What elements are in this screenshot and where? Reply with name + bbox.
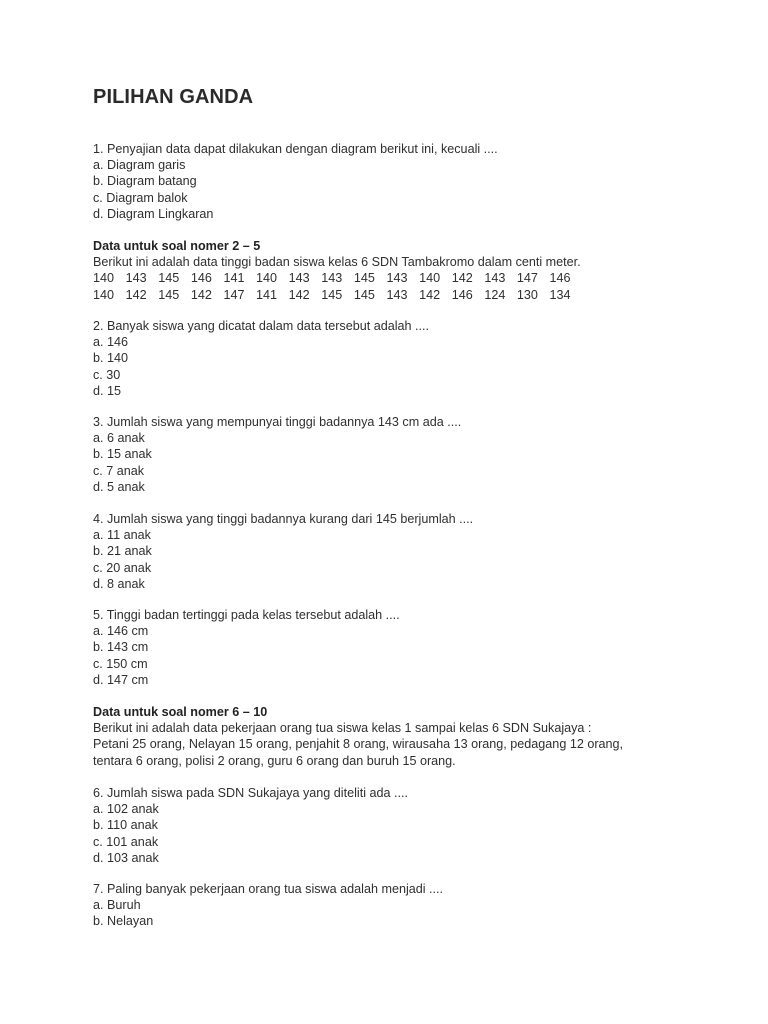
answer-option: c. 20 anak — [93, 560, 152, 575]
question-item — [93, 785, 733, 866]
height-value: 142 — [125, 287, 147, 302]
section-text: Berikut ini adalah data pekerjaan orang tua siswa kelas 1 sampai kelas 6 SDN Sukajaya : — [93, 721, 592, 736]
height-value: 134 — [549, 287, 571, 302]
section-heading: Data untuk soal nomer 6 – 10 — [93, 705, 268, 719]
height-value: 145 — [353, 287, 375, 302]
question-item — [93, 607, 733, 688]
section-text: Petani 25 orang, Nelayan 15 orang, penjahit 8 orang, wirausaha 13 orang, pedagang 12 orang, — [93, 737, 624, 752]
section-text: Berikut ini adalah data tinggi badan siswa kelas 6 SDN Tambakromo dalam centi meter. — [93, 255, 581, 270]
height-value: 140 — [93, 271, 115, 286]
answer-option: c. Diagram balok — [93, 190, 188, 205]
height-value: 146 — [549, 271, 571, 286]
answer-option: b. Nelayan — [93, 914, 154, 929]
height-value: 145 — [158, 271, 180, 286]
question-text: 7. Paling banyak pekerjaan orang tua siswa adalah menjadi .... — [93, 882, 444, 896]
section-text: tentara 6 orang, polisi 2 orang, guru 6 orang dan buruh 15 orang. — [93, 753, 456, 768]
height-value: 146 — [451, 287, 473, 302]
page-title: PILIHAN GANDA — [93, 86, 254, 108]
height-value: 146 — [190, 271, 212, 286]
height-value: 143 — [125, 271, 147, 286]
data-section — [93, 704, 733, 769]
height-value: 142 — [419, 287, 441, 302]
height-value: 145 — [158, 287, 180, 302]
height-value: 143 — [386, 271, 408, 286]
height-values — [93, 270, 571, 286]
height-value: 140 — [256, 271, 278, 286]
question-text: 2. Banyak siswa yang dicatat dalam data tersebut adalah .... — [93, 319, 430, 333]
answer-option: d. 15 — [93, 383, 122, 398]
answer-option: b. 110 anak — [93, 818, 158, 833]
height-value: 143 — [321, 271, 343, 286]
height-value: 142 — [288, 287, 310, 302]
answer-option: c. 7 anak — [93, 463, 145, 478]
height-value: 142 — [190, 287, 212, 302]
question-item — [93, 414, 733, 495]
answer-option: b. Diagram batang — [93, 174, 197, 189]
answer-option: b. 143 cm — [93, 640, 149, 655]
height-value: 140 — [93, 287, 115, 302]
data-row — [93, 270, 733, 286]
height-value: 141 — [256, 287, 278, 302]
height-value: 143 — [484, 271, 506, 286]
answer-option: c. 30 — [93, 367, 121, 382]
answer-option: a. 11 anak — [93, 528, 151, 543]
answer-option: a. 102 anak — [93, 802, 159, 817]
question-item — [93, 141, 733, 222]
question-item — [93, 881, 733, 930]
question-text: 1. Penyajian data dapat dilakukan dengan diagram berikut ini, kecuali .... — [93, 142, 498, 156]
height-value: 145 — [353, 271, 375, 286]
answer-option: d. 103 anak — [93, 850, 159, 865]
answer-option: d. 147 cm — [93, 672, 149, 687]
section-heading: Data untuk soal nomer 2 – 5 — [93, 239, 261, 253]
answer-option: a. Buruh — [93, 898, 141, 913]
question-item — [93, 511, 733, 592]
data-section — [93, 238, 733, 303]
answer-option: a. 146 cm — [93, 624, 149, 639]
height-value: 143 — [386, 287, 408, 302]
height-value: 145 — [321, 287, 343, 302]
answer-option: a. Diagram garis — [93, 158, 186, 173]
height-values — [93, 287, 571, 303]
answer-option: a. 146 — [93, 335, 129, 350]
answer-option: b. 140 — [93, 351, 129, 366]
height-value: 130 — [516, 287, 538, 302]
question-text: 3. Jumlah siswa yang mempunyai tinggi badannya 143 cm ada .... — [93, 415, 462, 429]
answer-option: c. 150 cm — [93, 656, 148, 671]
height-value: 147 — [516, 271, 538, 286]
answer-option: b. 15 anak — [93, 447, 152, 462]
height-value: 143 — [288, 271, 310, 286]
question-item — [93, 318, 733, 399]
height-value: 140 — [419, 271, 441, 286]
question-text: 6. Jumlah siswa pada SDN Sukajaya yang diteliti ada .... — [93, 786, 409, 800]
answer-option: c. 101 anak — [93, 834, 159, 849]
height-value: 141 — [223, 271, 245, 286]
height-value: 142 — [451, 271, 473, 286]
answer-option: a. 6 anak — [93, 431, 145, 446]
question-text: 5. Tinggi badan tertinggi pada kelas tersebut adalah .... — [93, 608, 400, 622]
height-value: 147 — [223, 287, 245, 302]
answer-option: d. Diagram Lingkaran — [93, 206, 214, 221]
data-row — [93, 287, 733, 303]
answer-option: b. 21 anak — [93, 544, 152, 559]
height-value: 124 — [484, 287, 506, 302]
question-text: 4. Jumlah siswa yang tinggi badannya kurang dari 145 berjumlah .... — [93, 512, 474, 526]
answer-option: d. 8 anak — [93, 576, 145, 591]
answer-option: d. 5 anak — [93, 479, 145, 494]
